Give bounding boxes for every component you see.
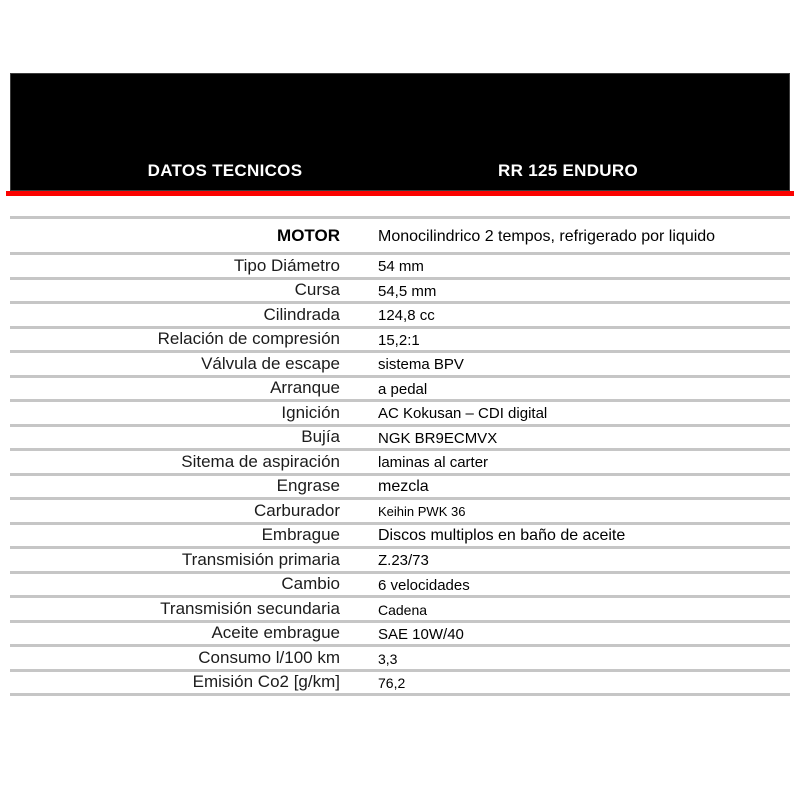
model-title: RR 125 ENDURO	[498, 161, 638, 180]
spec-value: AC Kokusan – CDI digital	[378, 405, 548, 423]
spec-label: Arranque	[270, 378, 340, 398]
spec-value: 124,8 cc	[378, 307, 435, 325]
table-row	[10, 473, 790, 498]
table-row	[10, 644, 790, 669]
spec-value: Keihin PWK 36	[378, 504, 466, 520]
table-row	[10, 216, 790, 252]
spec-label: Cilindrada	[263, 304, 340, 324]
table-row	[10, 424, 790, 449]
table-row	[10, 497, 790, 522]
spec-value: Monocilindrico 2 tempos, refrigerado por liquido	[378, 227, 716, 245]
table-row	[10, 571, 790, 596]
header-bar	[10, 73, 790, 191]
spec-label: Sitema de aspiración	[181, 451, 340, 471]
spec-label: Transmisión secundaria	[160, 598, 340, 618]
spec-value: 3,3	[378, 650, 398, 667]
table-row	[10, 252, 790, 277]
spec-label: Carburador	[254, 500, 340, 520]
table-row	[10, 620, 790, 645]
spec-label: Engrase	[276, 476, 340, 496]
spec-value: Cadena	[378, 601, 428, 618]
spec-label: Embrague	[261, 525, 340, 545]
spec-value: Z.23/73	[378, 552, 429, 570]
spec-value: a pedal	[378, 380, 428, 398]
spec-label: MOTOR	[277, 225, 340, 245]
datos-tecnicos-title: DATOS TECNICOS	[147, 161, 303, 180]
spec-label: Cambio	[281, 574, 340, 594]
spec-label: Ignición	[281, 402, 340, 422]
spec-value: 6 velocidades	[378, 576, 470, 594]
spec-value: 54,5 mm	[378, 282, 437, 300]
table-row	[10, 350, 790, 375]
spec-value: Discos multiplos en baño de aceite	[378, 527, 626, 545]
spec-value: 15,2:1	[378, 331, 420, 349]
spec-label: Tipo Diámetro	[233, 255, 340, 275]
spec-value: mezcla	[378, 478, 429, 496]
spec-value: laminas al carter	[378, 454, 489, 472]
spec-label: Consumo l/100 km	[198, 647, 340, 667]
spec-value: NGK BR9ECMVX	[378, 429, 498, 447]
spec-value: 54 mm	[378, 258, 424, 276]
spec-label: Relación de compresión	[157, 329, 340, 349]
table-row	[10, 448, 790, 473]
spec-label: Válvula de escape	[201, 353, 340, 373]
spec-table	[10, 216, 790, 696]
table-row	[10, 277, 790, 302]
table-row	[10, 326, 790, 351]
spec-label: Aceite embrague	[211, 623, 340, 643]
table-row	[10, 399, 790, 424]
table-row	[10, 595, 790, 620]
spec-label: Cursa	[294, 280, 340, 300]
spec-value: sistema BPV	[378, 356, 464, 374]
spec-value: 76,2	[378, 675, 406, 692]
spec-label: Bujía	[301, 427, 340, 447]
table-bottom-divider	[10, 693, 790, 696]
table-row	[10, 375, 790, 400]
spec-label: Transmisión primaria	[181, 549, 340, 569]
table-row	[10, 546, 790, 571]
spec-label: Emisión Co2 [g/km]	[192, 672, 340, 692]
red-accent-line	[6, 191, 794, 196]
table-row	[10, 669, 790, 694]
table-row	[10, 301, 790, 326]
spec-value: SAE 10W/40	[378, 625, 464, 643]
table-row	[10, 522, 790, 547]
